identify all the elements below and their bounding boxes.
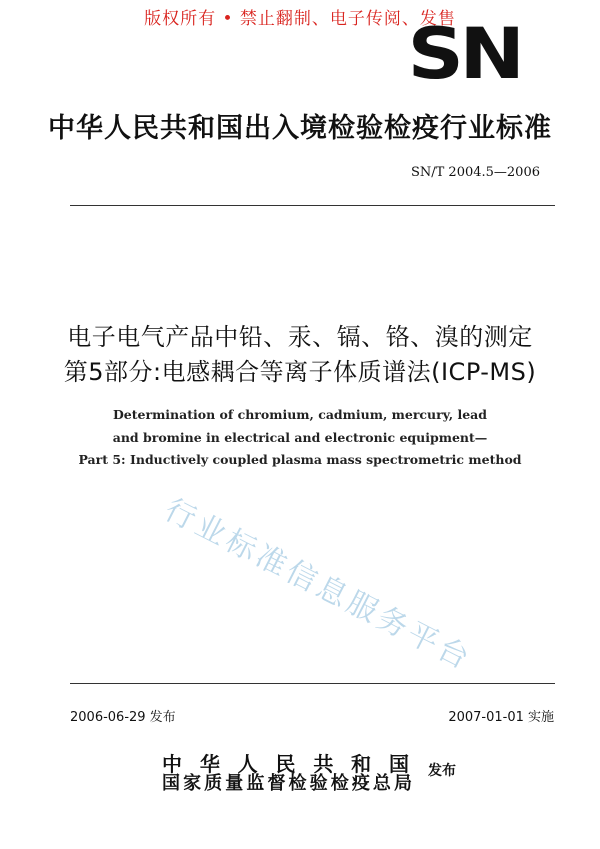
- top-divider: [70, 205, 555, 206]
- watermark: 行业标准信息服务平台: [158, 492, 478, 678]
- standard-number: SN/T 2004.5—2006: [410, 165, 540, 180]
- copyright-notice: 版权所有 • 禁止翻制、电子传阅、发售: [144, 9, 456, 29]
- zh-title-line1: 电子电气产品中铅、汞、镉、铬、溴的测定: [67, 323, 533, 351]
- implementation-date: 2007-01-01 实施: [448, 710, 554, 725]
- bottom-divider: [70, 683, 555, 684]
- publish-label: 发布: [428, 763, 456, 779]
- standard-category: 中华人民共和国出入境检验检疫行业标准: [48, 113, 552, 144]
- issuer-country: 中华人民共和国: [162, 752, 412, 776]
- en-title-line3: Part 5: Inductively coupled plasma mass spectrometric method: [78, 452, 522, 467]
- sn-logo: SN: [407, 13, 521, 95]
- zh-title-line2: 第5部分:电感耦合等离子体质谱法(ICP-MS): [63, 358, 537, 386]
- issue-date: 2006-06-29 发布: [70, 710, 176, 725]
- en-title-line2: and bromine in electrical and electronic equipment—: [112, 430, 488, 445]
- en-title-line1: Determination of chromium, cadmium, mercury, lead: [112, 407, 488, 422]
- issuer-agency: 国家质量监督检验检疫总局: [162, 773, 412, 794]
